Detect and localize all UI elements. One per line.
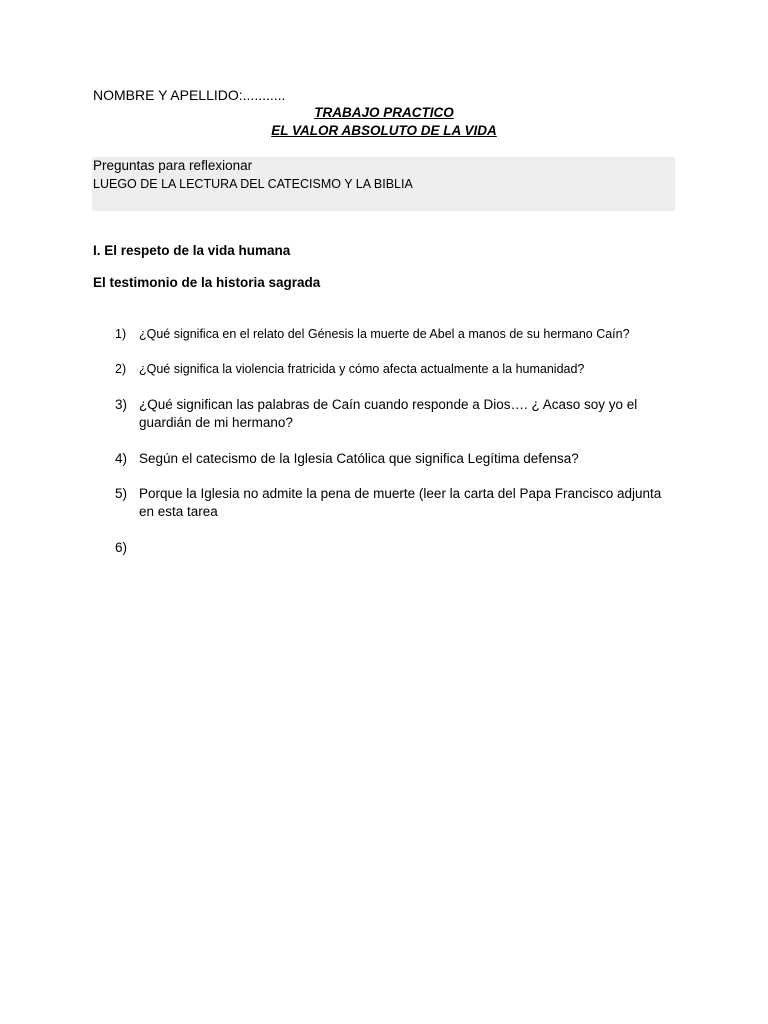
- question-number: 2): [115, 362, 127, 376]
- name-field-line: NOMBRE Y APELLIDO:...........: [93, 87, 286, 103]
- question-item: [115, 396, 675, 432]
- question-item: [115, 485, 675, 521]
- question-number: 1): [115, 327, 127, 341]
- question-item: [115, 325, 675, 343]
- question-text: ¿Qué significan las palabras de Caín cuando responde a Dios…. ¿ Acaso soy yo el guardián de mi hermano?: [139, 397, 638, 430]
- question-number: 3): [115, 397, 128, 412]
- section-heading: I. El respeto de la vida humana: [93, 243, 291, 258]
- question-text: Según el catecismo de la Iglesia Católica que significa Legítima defensa?: [139, 451, 579, 466]
- intro-line-reflect: Preguntas para reflexionar: [93, 158, 253, 173]
- question-item: [115, 360, 675, 378]
- document-subtitle: EL VALOR ABSOLUTO DE LA VIDA: [271, 123, 497, 138]
- question-text: ¿Qué significa la violencia fratricida y cómo afecta actualmente a la humanidad?: [139, 362, 585, 376]
- question-number: 5): [115, 486, 128, 501]
- question-number: 6): [115, 540, 128, 555]
- intro-line-reading: LUEGO DE LA LECTURA DEL CATECISMO Y LA BIBLIA: [93, 177, 413, 191]
- question-text: ¿Qué significa en el relato del Génesis la muerte de Abel a manos de su hermano Caín?: [139, 327, 630, 341]
- section-subheading: El testimonio de la historia sagrada: [93, 275, 321, 290]
- intro-box: [92, 157, 675, 211]
- question-text: Porque la Iglesia no admite la pena de muerte (leer la carta del Papa Francisco adjunta en esta tarea: [139, 486, 662, 519]
- question-item: [115, 450, 675, 468]
- document-title: TRABAJO PRACTICO: [314, 105, 454, 120]
- question-number: 4): [115, 451, 128, 466]
